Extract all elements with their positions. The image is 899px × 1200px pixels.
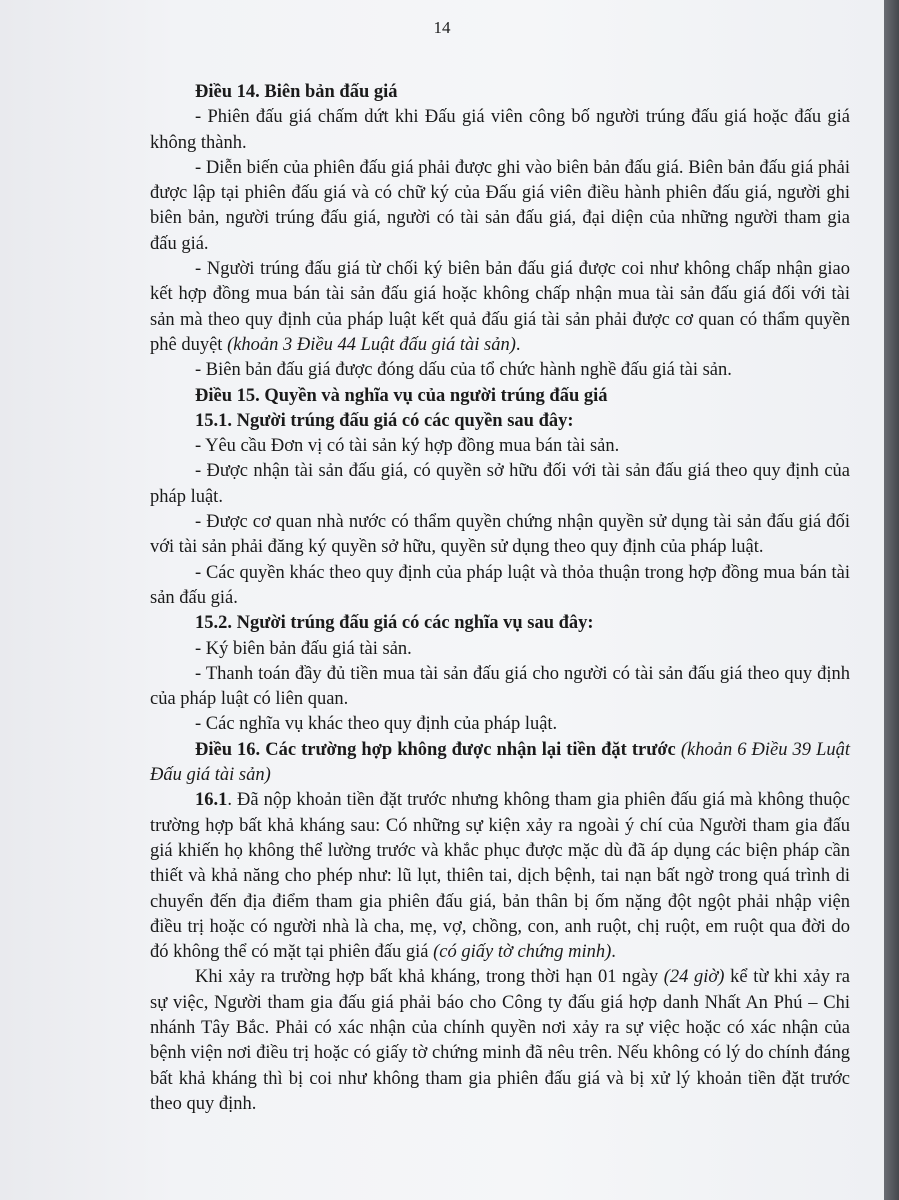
article-15-1-heading: 15.1. Người trúng đấu giá có các quyền sau đây: [195,410,574,431]
article-16-1-end: . [611,942,616,963]
article-15-2-item: - Ký biên bản đấu giá tài sản. [195,638,412,659]
article-16-reference: (khoản 6 Điều 39 Luật Đấu giá tài sản) [150,739,851,786]
article-14-para-2: - Diễn biến của phiên đấu giá phải được ghi vào biên bản đấu giá. Biên bản đấu giá phải được lập tại phiên đấu giá và có chữ ký của Đấu giá viên điều hành phiên đấu giá, người ghi biên bản, người trúng đấu giá, người có tài sản đấu giá, đại diện của những người tham gia đấu giá. [150,157,850,254]
article-14-para-3-reference: (khoản 3 Điều 44 Luật đấu giá tài sản) [227,334,516,355]
article-16-para-2 [150,965,850,1117]
article-14-para-3 [150,257,850,358]
article-16-2-reference: (24 giờ) [663,967,725,988]
document-body [150,80,850,1117]
article-16-1-reference: (có giấy tờ chứng minh) [433,942,612,963]
article-15-1-item: - Yêu cầu Đơn vị có tài sản ký hợp đồng mua bán tài sản. [195,436,620,457]
article-15-heading: Điều 15. Quyền và nghĩa vụ của người trúng đấu giá [195,385,608,406]
article-16-title: Điều 16. Các trường hợp không được nhận lại tiền đặt trước [195,739,676,760]
article-14-para-3-end: . [515,334,521,355]
article-15-1-item: - Được nhận tài sản đấu giá, có quyền sở hữu đối với tài sản đấu giá theo quy định của pháp luật. [150,461,850,507]
article-16-para-1 [150,788,850,965]
article-16-1-number: 16.1 [195,790,228,811]
article-15-2-heading: 15.2. Người trúng đấu giá có các nghĩa vụ sau đây: [195,613,594,634]
page-number: 14 [433,18,451,37]
article-16-2-text-b: kể từ khi xảy ra sự việc, Người tham gia đấu giá phải báo cho Công ty đấu giá hợp danh Nhất An Phú – Chi nhánh Tây Bắc. Phải có xác nhận của chính quyền nơi xảy ra sự việc hoặc có xác nhận của bệnh viện nơi điều trị hoặc có giấy tờ chứng minh đã nêu trên. Nếu không có lý do chính đáng bất khả kháng thì bị coi như không tham gia phiên đấu giá và bị xử lý khoản tiền đặt trước theo quy định. [150,967,850,1114]
article-14-para-3-text: - Người trúng đấu giá từ chối ký biên bản đấu giá được coi như không chấp nhận giao kết hợp đồng mua bán tài sản đấu giá hoặc không chấp nhận mua tài sản đấu giá đối với tài sản mà theo quy định của pháp luật kết quả đấu giá tài sản phải được cơ quan có thẩm quyền phê duyệt [150,259,850,355]
article-15-2-item: - Thanh toán đầy đủ tiền mua tài sản đấu giá cho người có tài sản đấu giá theo quy định của pháp luật có liên quan. [150,663,850,710]
article-16-heading [150,738,850,789]
article-16-2-text-a: Khi xảy ra trường hợp bất khả kháng, trong thời hạn 01 ngày [195,967,664,988]
article-14-heading: Điều 14. Biên bản đấu giá [195,82,398,102]
article-16-1-text: . Đã nộp khoản tiền đặt trước nhưng không tham gia phiên đấu giá mà không thuộc trường hợp bất khả kháng sau: Có những sự kiện xảy ra ngoài ý chí của Người tham gia đấu giá khiến họ không thể lường trước và khắc phục được mặc dù đã áp dụng các biện pháp cần thiết và khả năng cho phép như: lũ lụt, thiên tai, dịch bệnh, tai nạn bất ngờ trong quá trình di chuyển đến địa điểm tham gia phiên đấu giá, bản thân bị ốm nặng đột ngột phải nhập viện điều trị hoặc có người nhà là cha, mẹ, vợ, chồng, con, anh ruột, chị ruột, em ruột qua đời do đó không thể có mặt tại phiên đấu giá [150,790,850,963]
article-14-para-1: - Phiên đấu giá chấm dứt khi Đấu giá viên công bố người trúng đấu giá hoặc đấu giá không thành. [150,107,850,153]
article-15-1-item: - Các quyền khác theo quy định của pháp luật và thỏa thuận trong hợp đồng mua bán tài sản đấu giá. [150,562,850,608]
article-14-para-4: - Biên bản đấu giá được đóng dấu của tổ chức hành nghề đấu giá tài sản. [195,360,732,381]
article-15-2-item: - Các nghĩa vụ khác theo quy định của pháp luật. [195,714,558,735]
article-15-1-item: - Được cơ quan nhà nước có thẩm quyền chứng nhận quyền sử dụng tài sản đấu giá đối với tài sản phải đăng ký quyền sở hữu, quyền sử dụng theo quy định của pháp luật. [150,512,850,558]
binding-edge [884,0,899,1200]
